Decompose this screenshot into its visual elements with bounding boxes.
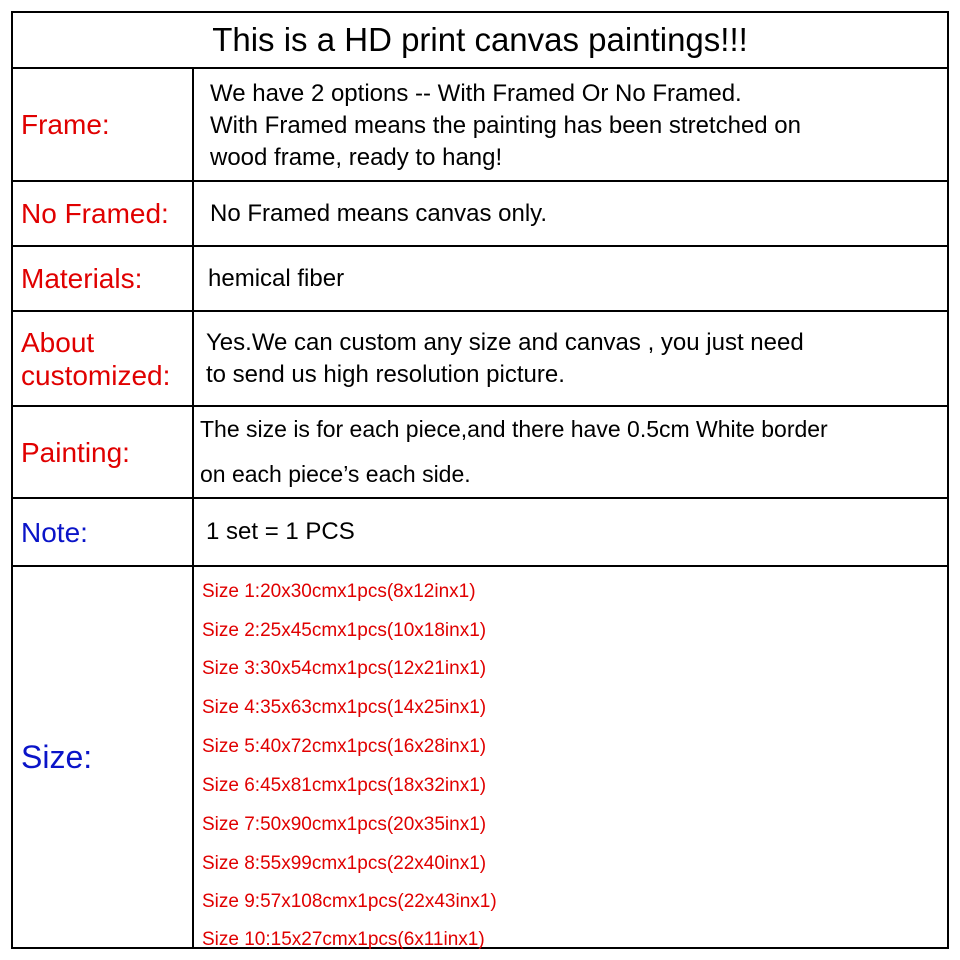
painting-label: Painting: xyxy=(13,407,194,497)
frame-line: With Framed means the painting has been stretched on xyxy=(210,112,801,139)
size-item: Size 6:45x81cmx1pcs(18x32inx1) xyxy=(202,775,487,796)
frame-value xyxy=(194,69,947,180)
painting-line: The size is for each piece,and there have 0.5cm White border xyxy=(200,416,828,442)
size-item: Size 7:50x90cmx1pcs(20x35inx1) xyxy=(202,814,487,835)
note-label: Note: xyxy=(13,499,194,565)
note-row xyxy=(13,499,947,567)
painting-line: on each piece’s each side. xyxy=(200,461,471,487)
size-item: Size 10:15x27cmx1pcs(6x11inx1) xyxy=(202,929,485,950)
table-title: This is a HD print canvas paintings!!! xyxy=(212,21,748,58)
no-framed-row xyxy=(13,182,947,247)
customized-label-line: customized: xyxy=(21,359,171,391)
frame-line: wood frame, ready to hang! xyxy=(210,144,503,171)
painting-value xyxy=(194,407,947,497)
materials-label: Materials: xyxy=(13,247,194,310)
no-framed-value: No Framed means canvas only. xyxy=(210,199,548,227)
materials-value: hemical fiber xyxy=(208,264,345,292)
product-info-table xyxy=(11,11,949,949)
size-item: Size 9:57x108cmx1pcs(22x43inx1) xyxy=(202,891,497,912)
size-label: Size: xyxy=(13,567,194,947)
customized-line: to send us high resolution picture. xyxy=(206,360,565,388)
note-value: 1 set = 1 PCS xyxy=(206,518,355,545)
no-framed-label: No Framed: xyxy=(13,182,194,245)
customized-row xyxy=(13,312,947,407)
frame-label: Frame: xyxy=(13,69,194,180)
size-item: Size 3:30x54cmx1pcs(12x21inx1) xyxy=(202,658,487,679)
customized-label-line: About xyxy=(21,326,95,358)
materials-row xyxy=(13,247,947,312)
customized-label xyxy=(13,312,194,405)
size-item: Size 2:25x45cmx1pcs(10x18inx1) xyxy=(202,620,487,641)
customized-value xyxy=(194,312,947,405)
customized-line: Yes.We can custom any size and canvas , you just need xyxy=(206,328,804,356)
size-item: Size 8:55x99cmx1pcs(22x40inx1) xyxy=(202,853,487,874)
frame-line: We have 2 options -- With Framed Or No Framed. xyxy=(210,80,742,107)
painting-row xyxy=(13,407,947,499)
table-title-row xyxy=(13,13,947,69)
frame-row xyxy=(13,69,947,182)
size-item: Size 1:20x30cmx1pcs(8x12inx1) xyxy=(202,581,476,602)
size-item: Size 5:40x72cmx1pcs(16x28inx1) xyxy=(202,736,487,757)
size-item: Size 4:35x63cmx1pcs(14x25inx1) xyxy=(202,697,487,718)
size-row xyxy=(13,567,947,950)
